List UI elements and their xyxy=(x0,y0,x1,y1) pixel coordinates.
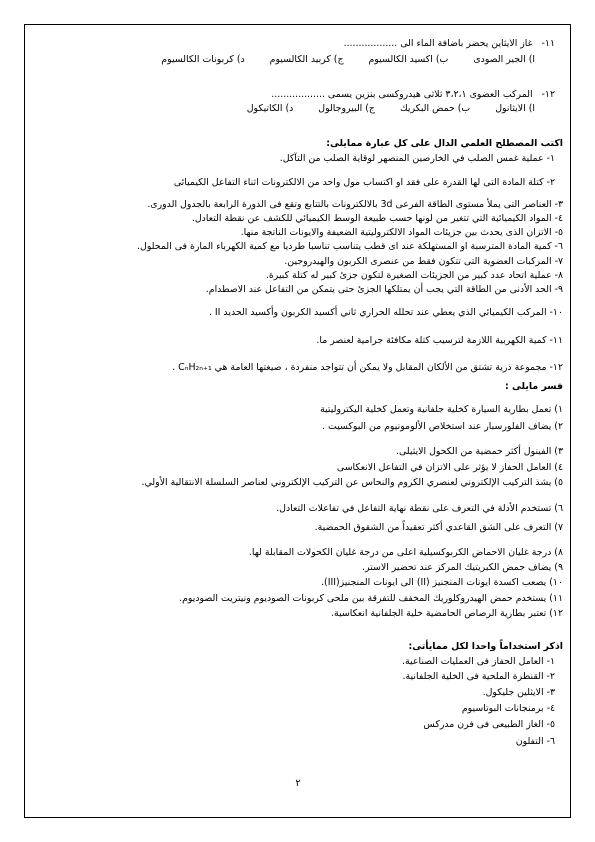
mcq-12-options xyxy=(225,103,535,115)
explain-heading: فسر مايلى : xyxy=(505,381,563,392)
definition-item: ١٠- المركب الكيميائي الذي يعطي عند تحلله الحراري ثاني أكسيد الكربون وأكسيد الحديد II . xyxy=(208,307,563,318)
mcq-12-option-b: ب) حمض البكريك xyxy=(399,103,471,114)
mcq-11-options xyxy=(139,54,535,66)
explain-item: ٣) الفينول أكثر حمضية من الكحول الايثيلى. xyxy=(396,446,563,457)
uses-item: ٣- الايثلين جليكول. xyxy=(482,687,555,698)
explain-item: ١٠) يصعب اكسدة ايونات المنجنيز (II) الى ايونات المنجنيز(III). xyxy=(321,577,563,588)
mcq-12-stem: ١٢- المركب العضوى ٣،٢،١ ثلاثى هيدروكسى بنزين يسمى .................. xyxy=(271,89,555,100)
definition-item: ١- عملية غمس الصلب في الخارصين المنصهر لوقاية الصلب من التآكل. xyxy=(279,153,555,164)
uses-item: ١- العامل الحفاز فى العمليات الصناعية. xyxy=(402,656,555,667)
definition-item: ١١- كمية الكهربية اللازمة لترسيب كتلة مكافئة جرامية لعنصر ما. xyxy=(316,335,563,346)
mcq-11-stem: ١١- غاز الايثاين يحضر باضافة الماء الى .................. xyxy=(343,38,555,49)
definition-item: ٩- الحد الأدنى من الطاقة التي يجب أن يمتلكها الجزئ حتى يتمكن من التفاعل عند الاصطدام. xyxy=(205,284,563,295)
uses-item: ٦- التفلون xyxy=(515,736,555,747)
mcq-11-option-c: ج) كربيد الكالسيوم xyxy=(269,54,344,65)
uses-item: ٥- الغاز الطبيعى فى فرن مدركس xyxy=(423,719,555,730)
explain-item: ٩) يضاف حمض الكبريتيك المركز عند تحضير الاستر. xyxy=(361,562,563,573)
definition-item: ٦- كمية المادة المترسبة او المستهلكة عند اى قطب يتناسب تناسبا طرديا مع كمية الكهرباء المارة فى المحلول. xyxy=(137,241,563,252)
mcq-12-option-c: ج) البيروجالول xyxy=(318,103,375,114)
mcq-11-option-b: ب) اكسيد الكالسيوم xyxy=(368,54,449,65)
explain-item: ٤) العامل الحفاز لا يؤثر على الاتزان في التفاعل الانعكاسى xyxy=(336,462,563,473)
uses-item: ٢- القنطرة الملحية فى الخلية الجلفانية. xyxy=(402,671,555,682)
explain-item: ١١) يستخدم حمض الهيدروكلوريك المخفف للتفرقة بين ملحى كربونات الصوديوم ونيتريت الصوديوم. xyxy=(179,593,563,604)
explain-item: ٥) يشذ التركيب الإلكتروني لعنصري الكروم والنحاس عن التركيب الإلكتروني لعناصر السلسلة الانتقالية الأولي. xyxy=(141,477,563,488)
mcq-11-option-a: ا) الجير الصودى xyxy=(473,54,535,65)
uses-heading: اذكر استخداماً واحدا لكل ممايأتى: xyxy=(408,641,563,652)
explain-item: ٢) يضاف الفلورسبار عند استخلاص الألومونيوم من البوكسيت . xyxy=(322,421,563,432)
definitions-heading: اكتب المصطلح العلمي الدال على كل عبارة ممايلى: xyxy=(326,138,563,149)
definition-item: ٥- الاتزان الذى يحدث بين جزيئات المواد الالكتروليتية الضعيفة والايونات الناتجة منها. xyxy=(240,227,563,238)
explain-item: ٨) درجة غليان الاحماض الكربوكسيلية اعلى من درجة غليان الكحولات المقابلة لها. xyxy=(248,547,563,558)
explain-item: ٧) التعرف على الشق القاعدي أكثر تعقيداً من الشقوق الحمضية. xyxy=(314,522,563,533)
definition-item: ١٢- مجموعة ذرية تشتق من الألكان المقابل ولا يمكن أن تتواجد منفردة ، صيغتها العامة هي CₙH₂ₙ₊₁ . xyxy=(172,362,563,373)
explain-item: ١) تعمل بطارية السيارة كخلية جلفانية وتعمل كخلية اليكتروليتية xyxy=(320,404,563,415)
mcq-12-option-d: د) الكاتيكول xyxy=(246,103,294,114)
mcq-11-option-d: د) كربونات الكالسيوم xyxy=(161,54,245,65)
explain-item: ٦) تستخدم الأدلة في التعرف على نقطة نهاية التفاعل في تفاعلات التعادل. xyxy=(276,503,563,514)
page-number: ٢ xyxy=(295,778,301,789)
explain-item: ١٢) تعتبر بطارية الرصاص الحامضية خلية الجلفانية انعكاسية. xyxy=(331,608,563,619)
definition-item: ٤- المواد الكيميائية التي تتغير من لونها حسب طبيعة الوسط الكيميائي للكشف عن نقطة التعادل. xyxy=(191,213,563,224)
uses-item: ٤- برمنجانات البوتاسيوم xyxy=(461,703,555,714)
definition-item: ٣- العناصر التى يملأ مستوى الطاقة الفرعى 3d بالالكترونات بالتتابع وتقع فى الدورة الرابعة بالجدول الدورى. xyxy=(147,199,563,210)
definition-item: ٨- عملية اتحاد عدد كبير من الجزيئات الصغيرة لتكون جزئ كبير له كتلة كبيرة. xyxy=(265,270,563,281)
mcq-12-option-a: ا) الايثانول xyxy=(495,103,535,114)
definition-item: ٧- المركبات العضوية التى تتكون فقط من عنصرى الكربون والهيدروجين. xyxy=(284,256,563,267)
definition-item: ٢- كتلة المادة التى لها القدرة على فقد او اكتساب مول واحد من الالكترونات اثناء التفاعل الكيميائى xyxy=(173,177,555,188)
